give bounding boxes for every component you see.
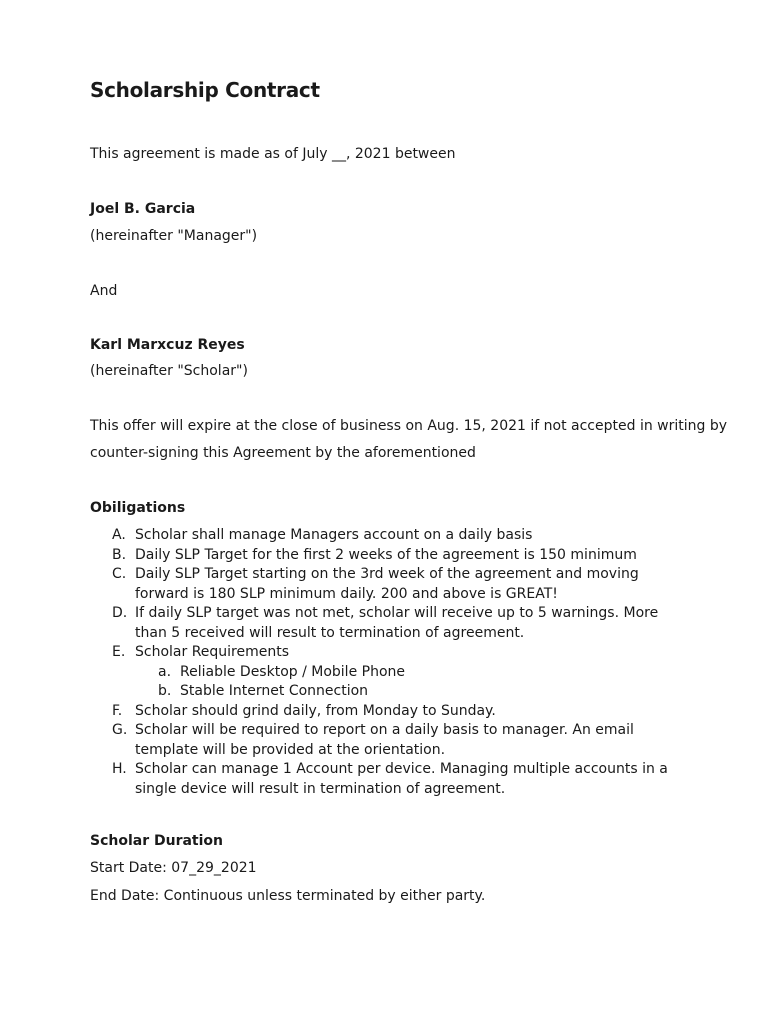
sub-list-item-text: Reliable Desktop / Mobile Phone (180, 663, 406, 680)
manager-role: (hereinafter "Manager") (90, 228, 258, 244)
list-item (90, 702, 690, 722)
list-item (90, 565, 690, 604)
document-title: Scholarship Contract (90, 78, 320, 102)
and-text: And (90, 283, 118, 299)
scholar-name: Karl Marxcuz Reyes (90, 337, 245, 353)
obligations-heading: Obiligations (90, 500, 186, 516)
list-item-text: Scholar should grind daily, from Monday to Sunday. (135, 702, 496, 719)
obligations-list (90, 526, 690, 799)
scholar-role: (hereinafter "Scholar") (90, 363, 248, 379)
list-marker: A. (112, 527, 126, 543)
end-date: End Date: Continuous unless terminated by either party. (90, 888, 486, 904)
start-date: Start Date: 07_29_2021 (90, 860, 257, 876)
list-item-text: Daily SLP Target starting on the 3rd week of the agreement and moving forward is 180 SLP minimum daily. 200 and above is GREAT! (135, 566, 639, 602)
list-item (90, 526, 690, 546)
offer-line-2: counter-signing this Agreement by the aforementioned (90, 445, 476, 461)
intro-paragraph: This agreement is made as of July __, 2021 between (90, 146, 456, 162)
list-item-text: Scholar can manage 1 Account per device. Managing multiple accounts in a single device will result in termination of agreement. (135, 761, 668, 797)
duration-heading: Scholar Duration (90, 833, 224, 849)
manager-name: Joel B. Garcia (90, 201, 196, 217)
sub-list-marker: b. (158, 683, 172, 699)
list-marker: F. (112, 702, 123, 719)
sub-list-marker: a. (158, 663, 172, 680)
list-marker: B. (112, 546, 127, 563)
sub-list-item-text: Stable Internet Connection (180, 683, 369, 699)
list-item (90, 546, 690, 566)
sub-list-item (90, 682, 690, 702)
offer-line-1: This offer will expire at the close of business on Aug. 15, 2021 if not accepted in writing by (90, 418, 728, 434)
list-marker: D. (112, 605, 128, 621)
list-item (90, 604, 690, 643)
list-item-text: Scholar Requirements (135, 644, 290, 660)
list-item-text: Scholar will be required to report on a daily basis to manager. An email template will be provided at the orientation. (135, 722, 634, 758)
list-item-text: Scholar shall manage Managers account on a daily basis (135, 527, 533, 543)
list-marker: E. (112, 644, 126, 660)
list-marker: G. (112, 722, 128, 738)
list-item (90, 760, 690, 799)
list-item (90, 643, 690, 663)
sub-list-item (90, 663, 690, 683)
list-marker: H. (112, 761, 127, 777)
list-marker: C. (112, 566, 127, 582)
list-item-text: If daily SLP target was not met, scholar will receive up to 5 warnings. More than 5 received will result to termination of agreement. (135, 605, 659, 641)
list-item (90, 721, 690, 760)
list-item-text: Daily SLP Target for the first 2 weeks of the agreement is 150 minimum (135, 546, 637, 563)
